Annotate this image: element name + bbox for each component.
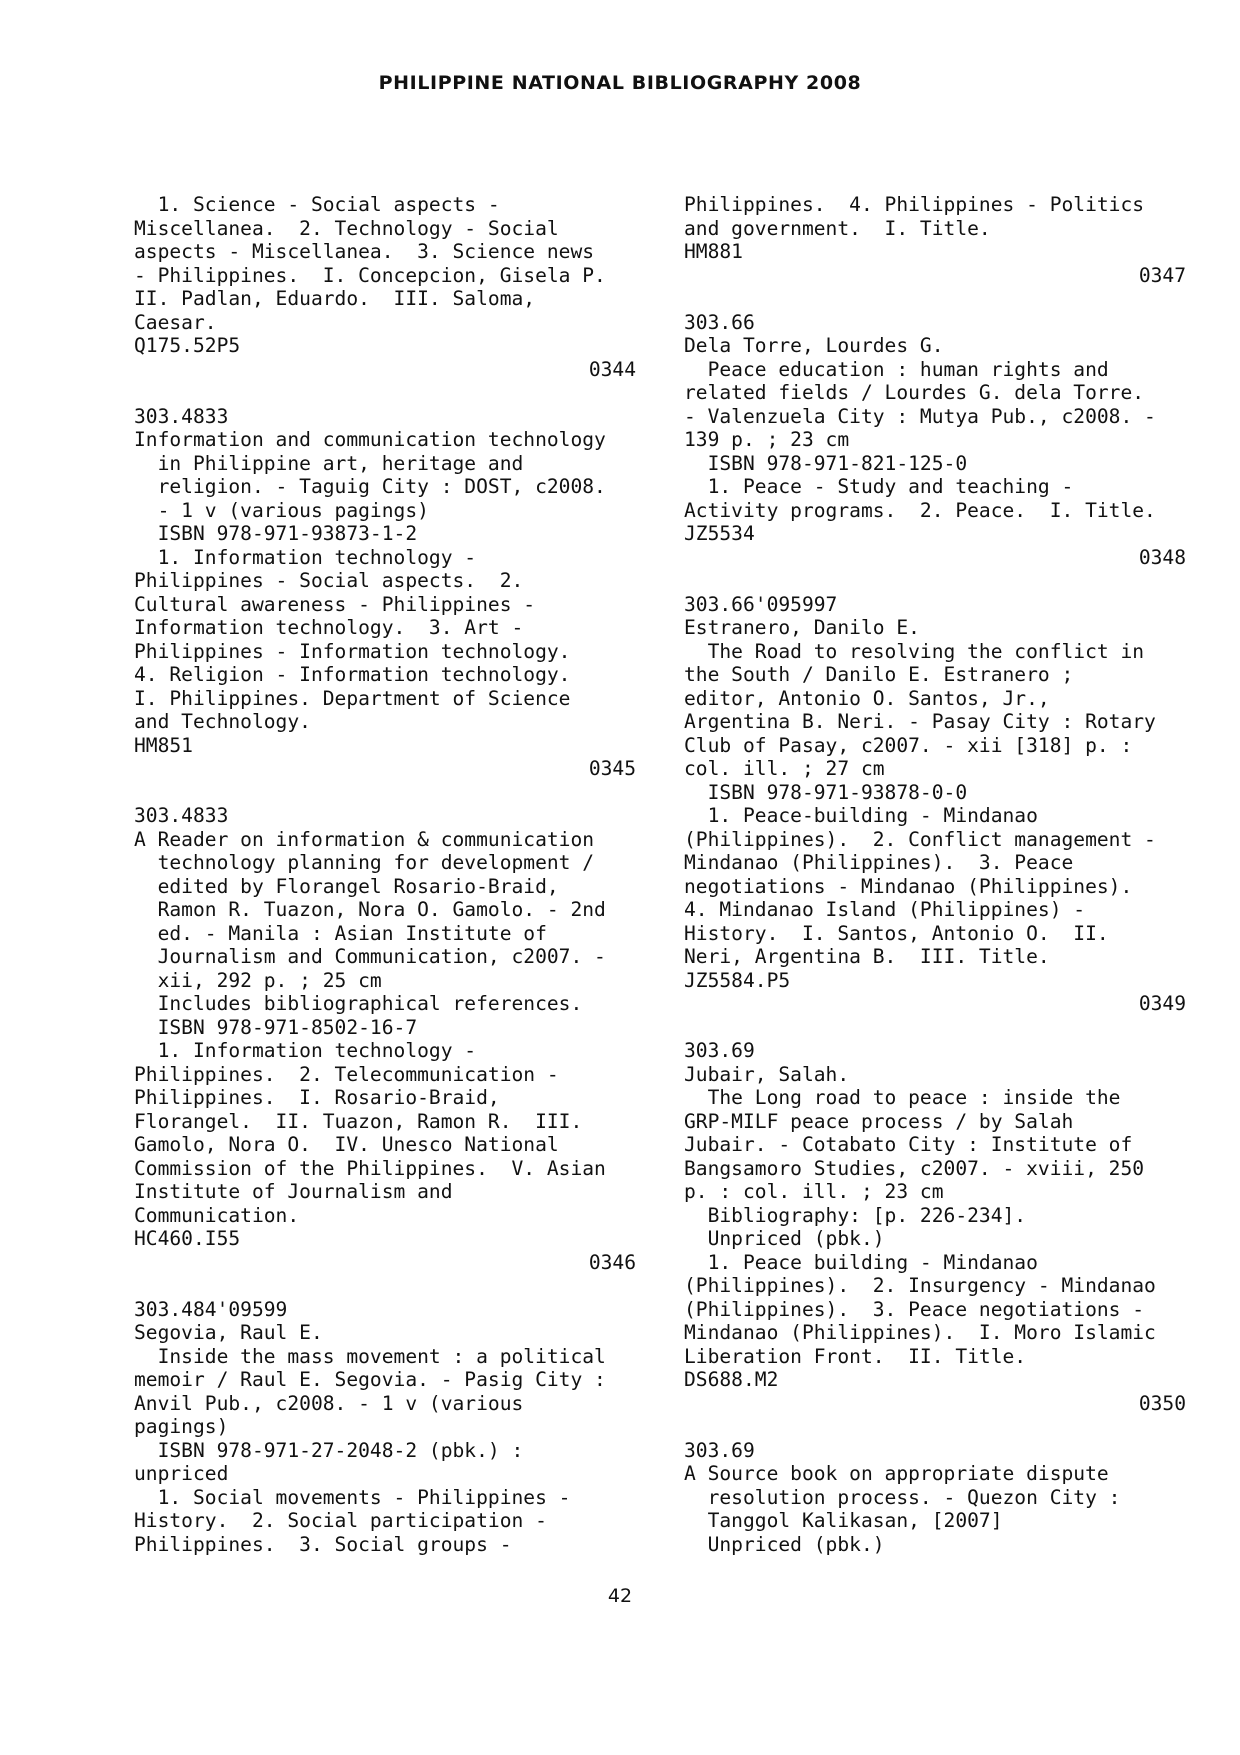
entry-separator	[684, 287, 1186, 311]
entry-line: - 1 v (various pagings)	[134, 498, 429, 522]
entry-line: ISBN 978-971-93873-1-2	[134, 522, 418, 545]
entry-line: Communication.	[134, 1203, 300, 1227]
control-number: 0347	[1138, 263, 1186, 287]
entry-line: Gamolo, Nora O. IV. Unesco National	[134, 1133, 559, 1156]
entry-line: - Valenzuela City : Mutya Pub., c2008. -	[684, 404, 1156, 428]
entry-line: Information technology. 3. Art -	[134, 616, 524, 639]
entry-line: Mindanao (Philippines). 3. Peace	[684, 851, 1074, 874]
entry-line: Includes bibliographical references.	[134, 992, 583, 1015]
entry-line: religion. - Taguig City : DOST, c2008.	[134, 475, 606, 498]
bibliographic-entry	[684, 1439, 1186, 1557]
entry-line: edited by Florangel Rosario-Braid,	[134, 874, 559, 898]
entry-line: 303.66	[684, 310, 755, 334]
entry-line: 1. Peace building - Mindanao	[684, 1250, 1038, 1274]
entry-line: Mindanao (Philippines). I. Moro Islamic	[684, 1321, 1156, 1344]
entry-line: 1. Information technology -	[134, 545, 477, 569]
entry-line: DS688.M2	[684, 1368, 779, 1391]
entry-line: (Philippines). 2. Insurgency - Mindanao	[684, 1274, 1156, 1297]
entry-line: Activity programs. 2. Peace. I. Title.	[684, 498, 1156, 522]
control-number: 0348	[1138, 545, 1186, 569]
entry-line: Argentina B. Neri. - Pasay City : Rotary	[684, 710, 1156, 733]
entry-line: HM881	[684, 240, 743, 263]
entry-line: Caesar.	[134, 310, 217, 334]
entry-line: History. I. Santos, Antonio O. II.	[684, 921, 1109, 945]
entry-line: technology planning for development /	[134, 851, 595, 874]
entry-separator	[684, 1415, 1186, 1439]
bibliographic-entry	[134, 1298, 636, 1557]
entry-line: A Reader on information & communication	[134, 827, 595, 851]
entry-line: Anvil Pub., c2008. - 1 v (various	[134, 1391, 524, 1415]
bibliographic-entry	[134, 193, 636, 381]
entry-line: The Long road to peace : inside the	[684, 1086, 1121, 1109]
entry-line: (Philippines). 3. Peace negotiations -	[684, 1297, 1145, 1321]
control-number: 0349	[1138, 992, 1186, 1015]
entry-line: and government. I. Title.	[684, 216, 991, 240]
entry-line: Estranero, Danilo E.	[684, 616, 920, 639]
entry-line: unpriced	[134, 1462, 229, 1485]
entry-separator	[684, 1016, 1186, 1040]
entry-line: 1. Information technology -	[134, 1039, 477, 1062]
bibliographic-entry	[684, 311, 1186, 570]
entry-line: Peace education : human rights and	[684, 357, 1109, 381]
entry-line: Neri, Argentina B. III. Title.	[684, 945, 1050, 968]
entry-line: Cultural awareness - Philippines -	[134, 592, 536, 616]
entry-line: 1. Peace-building - Mindanao	[684, 804, 1038, 827]
entry-line: ed. - Manila : Asian Institute of	[134, 921, 547, 945]
entry-line: negotiations - Mindanao (Philippines).	[684, 874, 1133, 898]
entry-line: 303.66'095997	[684, 592, 838, 616]
entry-line: 1. Social movements - Philippines -	[134, 1485, 571, 1509]
bibliographic-entry	[684, 193, 1186, 287]
entry-line: 303.69	[684, 1438, 755, 1462]
entry-line: Information and communication technology	[134, 428, 606, 451]
entry-line: memoir / Raul E. Segovia. - Pasig City :	[134, 1368, 606, 1391]
entry-line: Inside the mass movement : a political	[134, 1344, 606, 1368]
entry-line: JZ5534	[684, 522, 755, 545]
entry-separator	[684, 569, 1186, 593]
entry-line: - Philippines. I. Concepcion, Gisela P.	[134, 263, 606, 287]
page-header-title: PHILIPPINE NATIONAL BIBLIOGRAPHY 2008	[378, 72, 862, 94]
entry-line: xii, 292 p. ; 25 cm	[134, 968, 382, 992]
entry-line: Philippines. 2. Telecommunication -	[134, 1062, 559, 1086]
entry-line: Institute of Journalism and	[134, 1180, 453, 1203]
entry-line: Florangel. II. Tuazon, Ramon R. III.	[134, 1109, 583, 1133]
entry-line: Club of Pasay, c2007. - xii [318] p. :	[684, 733, 1133, 757]
entry-line: Miscellanea. 2. Technology - Social	[134, 216, 559, 240]
entry-line: Philippines. I. Rosario-Braid,	[134, 1086, 500, 1109]
entry-line: ISBN 978-971-8502-16-7	[134, 1015, 418, 1039]
entry-line: the South / Danilo E. Estranero ;	[684, 663, 1074, 686]
entry-line: 4. Mindanao Island (Philippines) -	[684, 898, 1086, 921]
entry-line: Tanggol Kalikasan, [2007]	[684, 1509, 1003, 1532]
entry-line: pagings)	[134, 1415, 229, 1438]
entry-line: ISBN 978-971-27-2048-2 (pbk.) :	[134, 1438, 524, 1462]
left-column	[134, 193, 636, 1556]
entry-line: Philippines. 3. Social groups -	[134, 1532, 512, 1556]
entry-line: The Road to resolving the conflict in	[684, 639, 1145, 663]
entry-line: 1. Peace - Study and teaching -	[684, 475, 1074, 498]
control-number: 0344	[588, 357, 636, 381]
entry-line: 303.4833	[134, 804, 229, 827]
entry-line: HC460.I55	[134, 1227, 241, 1250]
bibliographic-entry	[684, 593, 1186, 1016]
entry-line: I. Philippines. Department of Science	[134, 686, 571, 710]
entry-line: 303.484'09599	[134, 1297, 288, 1321]
entry-line: 1. Science - Social aspects -	[134, 193, 500, 216]
entry-line: Philippines. 4. Philippines - Politics	[684, 193, 1145, 216]
entry-line: col. ill. ; 27 cm	[684, 757, 885, 780]
entry-line: Journalism and Communication, c2007. -	[134, 945, 606, 968]
entry-line: (Philippines). 2. Conflict management -	[684, 827, 1156, 851]
bibliographic-entry	[134, 804, 636, 1274]
entry-separator	[134, 381, 636, 405]
entry-line: 4. Religion - Information technology.	[134, 663, 571, 686]
entry-line: History. 2. Social participation -	[134, 1509, 547, 1532]
entry-line: resolution process. - Quezon City :	[684, 1485, 1121, 1509]
entry-line: Q175.52P5	[134, 334, 241, 357]
entry-line: ISBN 978-971-821-125-0	[684, 451, 968, 475]
entry-line: A Source book on appropriate dispute	[684, 1462, 1109, 1485]
entry-line: Philippines - Social aspects. 2.	[134, 569, 524, 592]
entry-line: and Technology.	[134, 710, 311, 733]
entry-line: 139 p. ; 23 cm	[684, 428, 850, 451]
entry-line: HM851	[134, 733, 193, 757]
entry-line: Jubair. - Cotabato City : Institute of	[684, 1133, 1133, 1156]
entry-line: 303.4833	[134, 404, 229, 428]
entry-line: editor, Antonio O. Santos, Jr.,	[684, 686, 1050, 710]
entry-line: Dela Torre, Lourdes G.	[684, 334, 944, 357]
entry-line: 303.69	[684, 1039, 755, 1062]
entry-line: Commission of the Philippines. V. Asian	[134, 1156, 606, 1180]
entry-separator	[134, 781, 636, 805]
entry-line: Ramon R. Tuazon, Nora O. Gamolo. - 2nd	[134, 898, 606, 921]
entry-line: Unpriced (pbk.)	[684, 1227, 885, 1250]
right-column	[684, 193, 1186, 1556]
page-number: 42	[607, 1585, 633, 1607]
entry-line: related fields / Lourdes G. dela Torre.	[684, 381, 1145, 404]
entry-line: Segovia, Raul E.	[134, 1321, 323, 1344]
entry-line: Philippines - Information technology.	[134, 639, 571, 663]
entry-line: Bangsamoro Studies, c2007. - xviii, 250	[684, 1156, 1145, 1180]
entry-line: in Philippine art, heritage and	[134, 451, 524, 475]
entry-line: Bibliography: [p. 226-234].	[684, 1203, 1027, 1227]
control-number: 0345	[588, 757, 636, 780]
entry-line: p. : col. ill. ; 23 cm	[684, 1180, 944, 1203]
entry-line: Liberation Front. II. Title.	[684, 1344, 1027, 1368]
entry-line: aspects - Miscellanea. 3. Science news	[134, 240, 595, 263]
control-number: 0350	[1138, 1391, 1186, 1415]
entry-separator	[134, 1274, 636, 1298]
entry-line: Unpriced (pbk.)	[684, 1532, 885, 1556]
entry-line: GRP-MILF peace process / by Salah	[684, 1109, 1074, 1133]
entry-line: JZ5584.P5	[684, 968, 791, 992]
entry-line: ISBN 978-971-93878-0-0	[684, 780, 968, 804]
control-number: 0346	[588, 1250, 636, 1274]
entry-line: Jubair, Salah.	[684, 1062, 850, 1086]
bibliographic-entry	[134, 405, 636, 781]
entry-line: II. Padlan, Eduardo. III. Saloma,	[134, 287, 536, 310]
bibliographic-entry	[684, 1039, 1186, 1415]
